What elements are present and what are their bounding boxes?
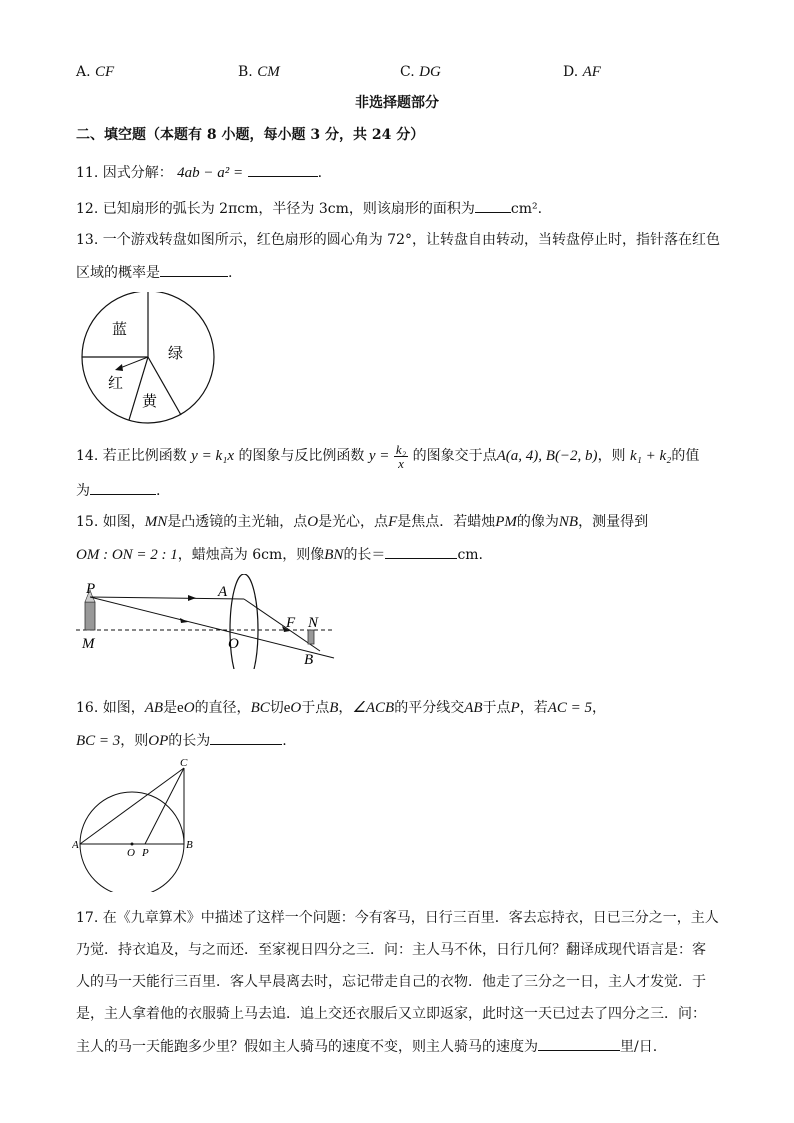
q14-mid-2: 的图象交于点 <box>412 448 497 464</box>
q12-answer-blank[interactable] <box>475 198 511 213</box>
q16-line-2 <box>76 730 287 751</box>
q14-line-1 <box>76 442 699 470</box>
q15-pm: PM <box>495 514 517 530</box>
q16-text-a: 16. 如图， <box>76 700 145 716</box>
q15-line-1 <box>76 512 648 532</box>
spinner-label-blue: 蓝 <box>112 322 128 338</box>
q12-text: 12. 已知扇形的弧长为 2πcm，半径为 3cm，则该扇形的面积为 <box>76 201 475 217</box>
q14-points: A(a, 4), B(−2, b) <box>496 448 598 464</box>
lens-figure <box>70 574 345 669</box>
q15-mn: MN <box>144 514 168 530</box>
q16-text-d: 切 <box>269 700 284 716</box>
label-P: P <box>142 847 149 859</box>
ray-center <box>90 597 334 658</box>
q11-number: 11. <box>76 165 99 181</box>
question-11 <box>76 162 322 183</box>
q17-line-5 <box>76 1036 657 1057</box>
q16-op: OP <box>148 733 169 749</box>
q13-answer-blank[interactable] <box>160 262 228 277</box>
q13-end: . <box>228 265 233 281</box>
q12-unit: cm². <box>510 201 543 217</box>
q16-text-b: 是 <box>163 700 178 716</box>
q16-text-k: ，则 <box>120 733 149 749</box>
q13-line-2 <box>76 262 232 283</box>
center-dot <box>131 843 134 846</box>
q14-fraction-numerator: k₂ <box>395 441 407 457</box>
q17-last-post: 里/日. <box>620 1039 658 1055</box>
q15-nb: NB <box>558 514 579 530</box>
ray-center-arrow <box>180 618 188 623</box>
label-B: B <box>304 652 314 668</box>
q16-text-j: ， <box>592 700 606 716</box>
label-A: A <box>218 584 228 600</box>
q14-function-1: y = k₁x <box>191 448 234 464</box>
segment-AC <box>80 768 184 844</box>
spinner-pointer-arrowhead <box>115 364 123 371</box>
label-P: P <box>86 581 96 597</box>
q16-o-1: O <box>183 700 195 716</box>
q15-line-2 <box>76 544 483 565</box>
label-N: N <box>308 615 319 631</box>
choice-b <box>238 62 280 82</box>
q16-answer-blank[interactable] <box>210 730 282 745</box>
q15-text-d: 是焦点．若蜡烛 <box>397 514 496 530</box>
choice-c <box>400 62 441 82</box>
q11-text: 因式分解： <box>102 165 173 181</box>
q14-fraction-denominator: x <box>398 455 404 471</box>
choice-b-value: CM <box>257 64 280 80</box>
label-F: F <box>286 615 296 631</box>
q16-text-f: ， <box>338 700 353 716</box>
choice-b-letter: B. <box>238 64 253 80</box>
q15-text-b: 是凸透镜的主光轴，点 <box>167 514 308 530</box>
q16-line-1 <box>76 698 606 718</box>
label-O: O <box>127 847 135 859</box>
q17-answer-blank[interactable] <box>538 1036 620 1051</box>
q13-line-2-text: 区域的概率是 <box>76 265 160 281</box>
q16-text-c: 的直径， <box>194 700 251 716</box>
circle-o <box>80 792 184 892</box>
candle-image <box>308 630 314 644</box>
q14-function-2-left: y = <box>368 448 390 464</box>
part-heading: 二、填空题（本题有 8 小题，每小题 3 分，共 24 分） <box>76 127 425 143</box>
spinner-radius-bottom-left <box>129 357 148 420</box>
choice-c-value: DG <box>419 64 441 80</box>
choice-d <box>563 62 601 82</box>
q15-o: O <box>307 514 319 530</box>
q16-bc: BC <box>250 700 270 716</box>
q14-post: 的值 <box>671 448 700 464</box>
choice-a-value: CF <box>95 64 115 80</box>
convex-lens <box>230 574 258 669</box>
q17-line-2: 乃觉．持衣追及，与之而还．至家视日四分之三．问：主人马不休，日行几何？翻译成现代语言是：客 <box>76 942 706 958</box>
q15-text-g: ，蜡烛高为 6cm，则像 <box>177 547 325 563</box>
q15-bn: BN <box>324 547 344 563</box>
q11-answer-blank[interactable] <box>248 162 318 177</box>
label-M: M <box>82 636 95 652</box>
q13-line-1: 13. 一个游戏转盘如图所示，红色扇形的圆心角为 72°，让转盘自由转动，当转盘停止时，指针落在红色 <box>76 232 720 248</box>
q16-end: . <box>282 733 287 749</box>
q16-circle-symbol-1: e <box>177 700 184 716</box>
q14-pre: 14. 若正比例函数 <box>76 448 187 464</box>
q16-o-2: O <box>290 700 302 716</box>
choice-d-value: AF <box>582 64 601 80</box>
q14-end: . <box>156 483 161 499</box>
q14-answer-blank[interactable] <box>90 480 156 495</box>
q16-angle: ∠ACB <box>352 700 395 716</box>
q15-text-a: 15. 如图， <box>76 514 145 530</box>
q16-circle-symbol-2: e <box>283 700 291 716</box>
q11-expression: 4ab − a² = <box>177 165 244 181</box>
q16-ab-2: AB <box>464 700 483 716</box>
ray-parallel-arrow <box>188 595 196 601</box>
q14-sum: k₁ + k₂ <box>630 448 672 464</box>
q16-text-g: 的平分线交 <box>394 700 465 716</box>
q14-line-2-text: 为 <box>76 483 90 499</box>
choice-a <box>76 62 114 82</box>
label-C: C <box>180 757 188 769</box>
question-12 <box>76 198 542 219</box>
q16-b: B <box>329 700 339 716</box>
label-A: A <box>72 839 79 851</box>
spinner-label-yellow: 黄 <box>142 394 158 410</box>
q15-text-c: 是光心，点 <box>318 514 389 530</box>
choice-d-letter: D. <box>563 64 579 80</box>
q14-line-2 <box>76 480 160 501</box>
choice-a-letter: A. <box>76 64 91 80</box>
q16-ab: AB <box>144 700 164 716</box>
q11-end: . <box>317 165 323 181</box>
q14-mid-1: 的图象与反比例函数 <box>238 448 365 464</box>
q16-text-l: 的长为 <box>168 733 211 749</box>
q15-text-e: 的像为 <box>516 514 559 530</box>
spinner-label-red: 红 <box>108 376 124 392</box>
q17-line-3: 人的马一天能行三百里．客人早晨离去时，忘记带走自己的衣物．他走了三分之一日，主人才发觉．于 <box>76 974 706 990</box>
label-O: O <box>228 636 239 652</box>
q14-fraction <box>394 443 408 470</box>
q15-ratio: OM : ON = 2 : 1 <box>76 547 178 563</box>
q16-p: P <box>510 700 520 716</box>
choice-c-letter: C. <box>400 64 415 80</box>
circle-figure <box>72 756 202 892</box>
candle-body <box>85 602 95 630</box>
section-title: 非选择题部分 <box>355 95 439 111</box>
q15-unit: cm. <box>457 547 484 563</box>
q16-text-h: 于点 <box>482 700 511 716</box>
q17-line-1: 17. 在《九章算术》中描述了这样一个问题：今有客马，日行三百里．客去忘持衣，日已三分之一，主人 <box>76 910 719 926</box>
spinner-figure <box>74 292 224 426</box>
q16-bc-value: BC = 3 <box>76 733 121 749</box>
q15-f: F <box>388 514 398 530</box>
label-B: B <box>186 839 193 851</box>
q16-text-e: 于点 <box>301 700 330 716</box>
q15-answer-blank[interactable] <box>385 544 457 559</box>
q16-text-i: ，若 <box>519 700 548 716</box>
q17-last-pre: 主人的马一天能跑多少里？假如主人骑马的速度不变，则主人骑马的速度为 <box>76 1039 538 1055</box>
q14-mid-3: ，则 <box>597 448 626 464</box>
spinner-pointer <box>120 357 148 368</box>
bisector-CP <box>145 768 184 844</box>
q15-text-f: ，测量得到 <box>578 514 649 530</box>
spinner-label-green: 绿 <box>168 346 184 362</box>
q16-ac: AC = 5 <box>547 700 592 716</box>
q15-text-h: 的长＝ <box>343 547 386 563</box>
q17-line-4: 是，主人拿着他的衣服骑上马去追．追上交还衣服后又立即返家，此时这一天已过去了四分之三．问： <box>76 1006 706 1022</box>
